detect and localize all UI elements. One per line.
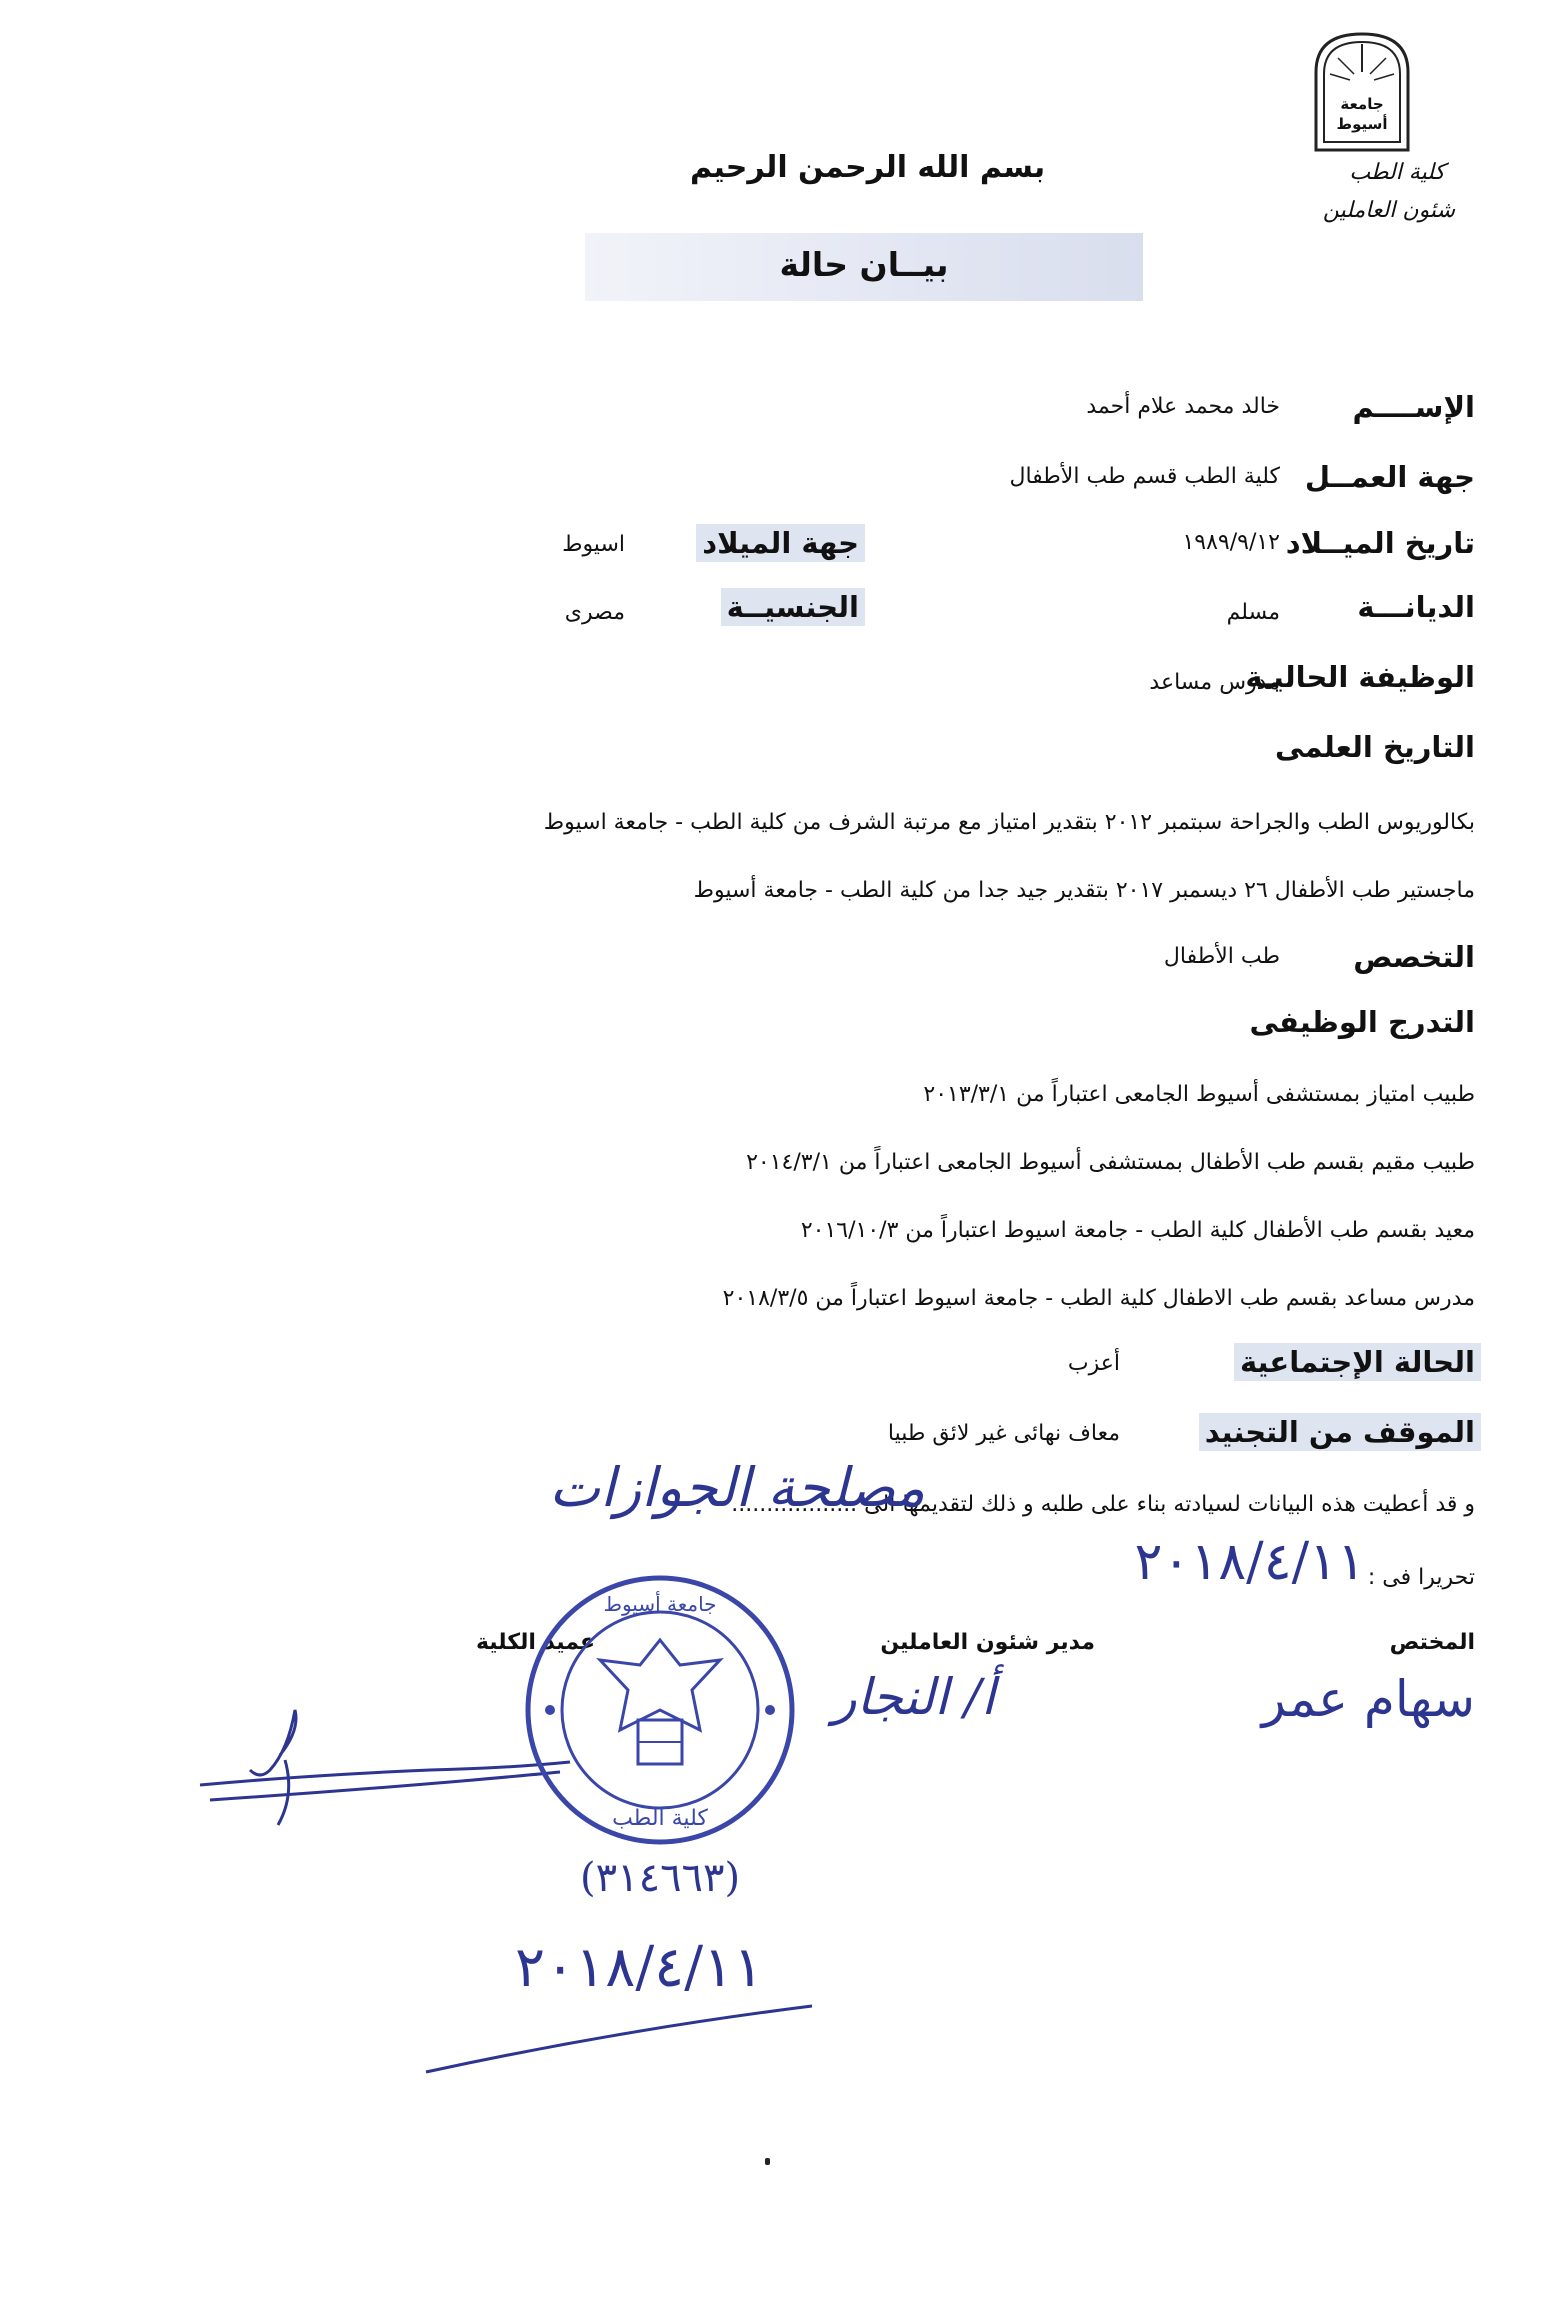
academic-line: بكالوريوس الطب والجراحة سبتمبر ٢٠١٢ بتقدير امتياز مع مرتبة الشرف من كلية الطب - جامعة اسيوط — [543, 810, 1475, 835]
career-line: طبيب مقيم بقسم طب الأطفال بمستشفى أسيوط الجامعى اعتباراً من ٢٠١٤/٣/١ — [746, 1150, 1475, 1175]
job-label: الوظيفة الحاليـة — [1245, 660, 1475, 694]
handwritten-destination: مصلحة الجوازات — [549, 1456, 925, 1519]
date-label: تحريرا فى : — [1367, 1565, 1475, 1590]
hr-manager-signature: أ/ النجار — [832, 1668, 995, 1726]
ink-dot — [765, 2158, 770, 2165]
logo-text: جامعة أسيوط — [1336, 95, 1388, 133]
specialist-signature: سهام عمر — [1261, 1670, 1475, 1728]
university-seal — [520, 1570, 800, 1850]
name-label: الإســــم — [1352, 390, 1475, 424]
statement-text: و قد أعطيت هذه البيانات لسيادته بناء على طلبه و ذلك لتقديمها الى .................. — [731, 1492, 1475, 1517]
job-value: مدرس مساعد — [1149, 670, 1280, 695]
specialist-title: المختص — [1389, 1630, 1475, 1655]
career-heading: التدرج الوظيفى — [1249, 1005, 1475, 1039]
dob-value: ١٩٨٩/٩/١٢ — [1182, 530, 1280, 555]
stamp-number: (٣١٤٦٦٣) — [580, 1855, 741, 1901]
hr-manager-title: مدير شئون العاملين — [880, 1630, 1095, 1655]
seal-top-text: جامعة أسيوط — [603, 1592, 717, 1616]
stamp-date: ٢٠١٨/٤/١١ — [515, 1935, 764, 2000]
nationality-label: الجنسيــة — [721, 588, 865, 626]
name-value: خالد محمد علام أحمد — [1086, 394, 1280, 419]
marital-label: الحالة الإجتماعية — [1234, 1343, 1481, 1381]
faculty-name: كلية الطب — [1349, 160, 1445, 185]
career-line: مدرس مساعد بقسم طب الاطفال كلية الطب - جامعة اسيوط اعتباراً من ٢٠١٨/٣/٥ — [722, 1286, 1475, 1311]
work-label: جهة العمــل — [1304, 460, 1475, 494]
work-value: كلية الطب قسم طب الأطفال — [1009, 464, 1280, 489]
military-value: معاف نهائى غير لائق طبيا — [887, 1421, 1120, 1446]
career-line: معيد بقسم طب الأطفال كلية الطب - جامعة اسيوط اعتباراً من ٢٠١٦/١٠/٣ — [800, 1218, 1475, 1243]
marital-value: أعزب — [1067, 1351, 1120, 1376]
career-line: طبيب امتياز بمستشفى أسيوط الجامعى اعتباراً من ٢٠١٣/٣/١ — [923, 1082, 1475, 1107]
dob-label: تاريخ الميــلاد — [1285, 526, 1475, 560]
university-logo — [1310, 28, 1414, 152]
religion-label: الديانـــة — [1357, 590, 1475, 624]
dean-title: عميد الكلية — [475, 1630, 595, 1655]
pob-label: جهة الميلاد — [696, 524, 865, 562]
specialty-label: التخصص — [1353, 940, 1475, 974]
hr-department: شئون العاملين — [1322, 198, 1455, 223]
handwritten-date: ٢٠١٨/٤/١١ — [1134, 1532, 1365, 1592]
academic-line: ماجستير طب الأطفال ٢٦ ديسمبر ٢٠١٧ بتقدير جيد جدا من كلية الطب - جامعة أسيوط — [693, 878, 1475, 903]
academic-heading: التاريخ العلمى — [1275, 730, 1475, 764]
seal-bottom-text: كلية الطب — [612, 1806, 708, 1831]
document-title: بيــان حالة — [779, 245, 949, 284]
nationality-value: مصرى — [564, 600, 625, 625]
pob-value: اسيوط — [562, 532, 625, 557]
religion-value: مسلم — [1226, 600, 1280, 625]
military-label: الموقف من التجنيد — [1199, 1413, 1481, 1451]
specialty-value: طب الأطفال — [1163, 944, 1280, 969]
basmala: بسم الله الرحمن الرحيم — [690, 150, 1046, 185]
pen-stroke-icon — [420, 2000, 820, 2080]
